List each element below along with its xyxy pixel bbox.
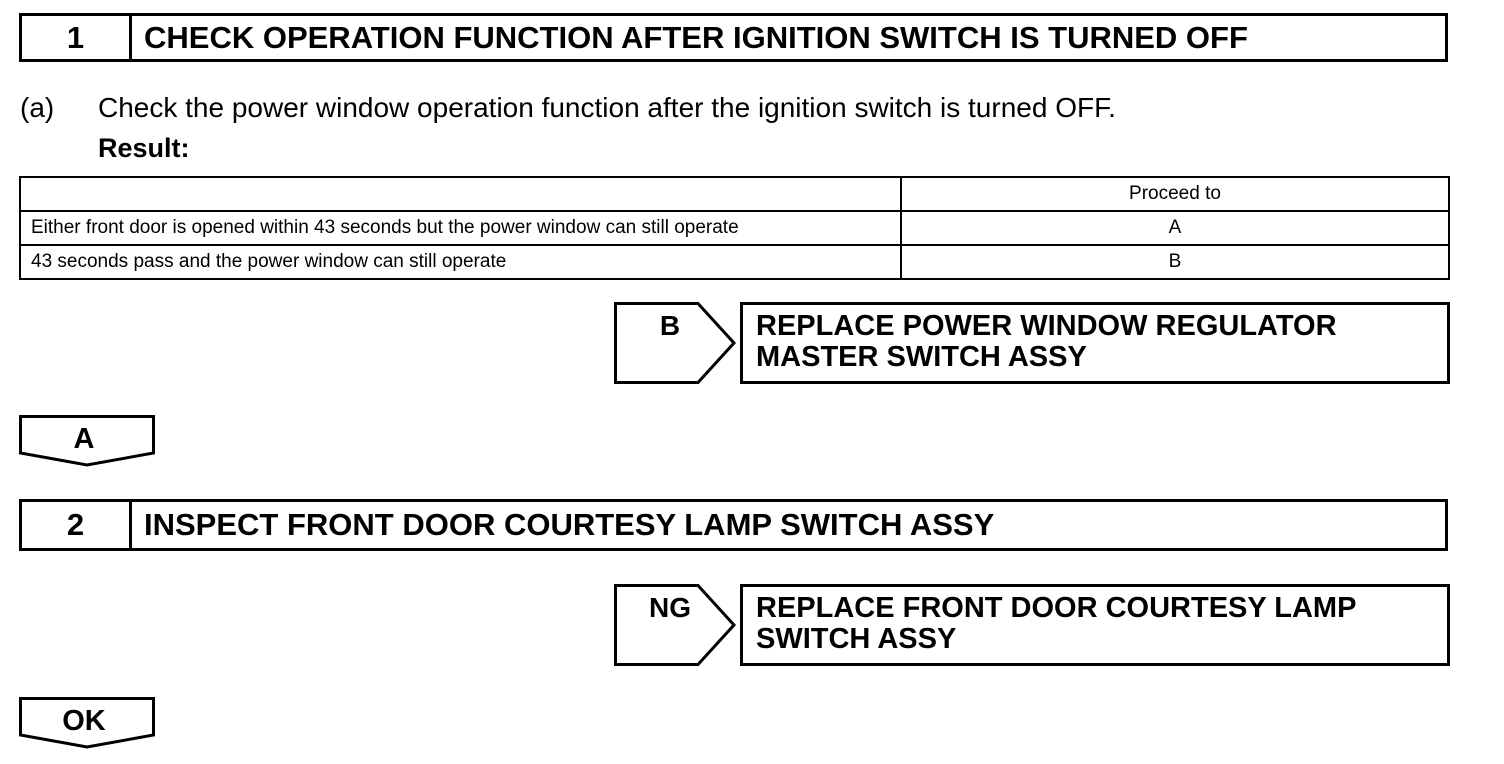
step-2-number: 2: [22, 502, 132, 548]
substep-a-text: Check the power window operation function after the ignition switch is turned OFF.: [98, 92, 1116, 123]
step-1-title: CHECK OPERATION FUNCTION AFTER IGNITION SWITCH IS TURNED OFF: [144, 19, 1248, 55]
substep-a: [20, 92, 1116, 124]
step-1-header: [19, 13, 1448, 62]
branch-b-label: B: [659, 310, 681, 341]
branch-ng-label: NG: [649, 592, 691, 623]
result-label: Result:: [98, 133, 190, 163]
step-2-title: INSPECT FRONT DOOR COURTESY LAMP SWITCH ASSY: [144, 507, 995, 542]
next-a-arrow: [19, 415, 155, 467]
branch-ng-action-line2: SWITCH ASSY: [756, 623, 957, 655]
result-table: [19, 176, 1450, 280]
branch-b-action: [740, 302, 1450, 384]
substep-a-label: (a): [20, 92, 55, 123]
branch-b-action-line2: MASTER SWITCH ASSY: [756, 341, 1087, 373]
branch-b: [614, 302, 1450, 384]
table-row: [20, 245, 1449, 279]
next-ok-label: OK: [62, 705, 106, 737]
branch-ng-action: [740, 584, 1450, 666]
result-header-proceed: Proceed to: [901, 177, 1449, 211]
result-header-condition: [20, 177, 901, 211]
next-ok-arrow: [19, 697, 155, 749]
branch-b-action-line1: REPLACE POWER WINDOW REGULATOR: [756, 310, 1337, 342]
result-condition: Either front door is opened within 43 seconds but the power window can still operate: [20, 211, 901, 245]
next-a-label: A: [73, 423, 95, 455]
result-proceed: B: [901, 245, 1449, 279]
table-row: [20, 211, 1449, 245]
step-2-header: [19, 499, 1448, 551]
branch-ng-action-line1: REPLACE FRONT DOOR COURTESY LAMP: [756, 592, 1357, 624]
branch-ng: [614, 584, 1450, 666]
step-1-number: 1: [22, 16, 132, 59]
result-proceed: A: [901, 211, 1449, 245]
result-condition: 43 seconds pass and the power window can still operate: [20, 245, 901, 279]
result-table-header-row: [20, 177, 1449, 211]
